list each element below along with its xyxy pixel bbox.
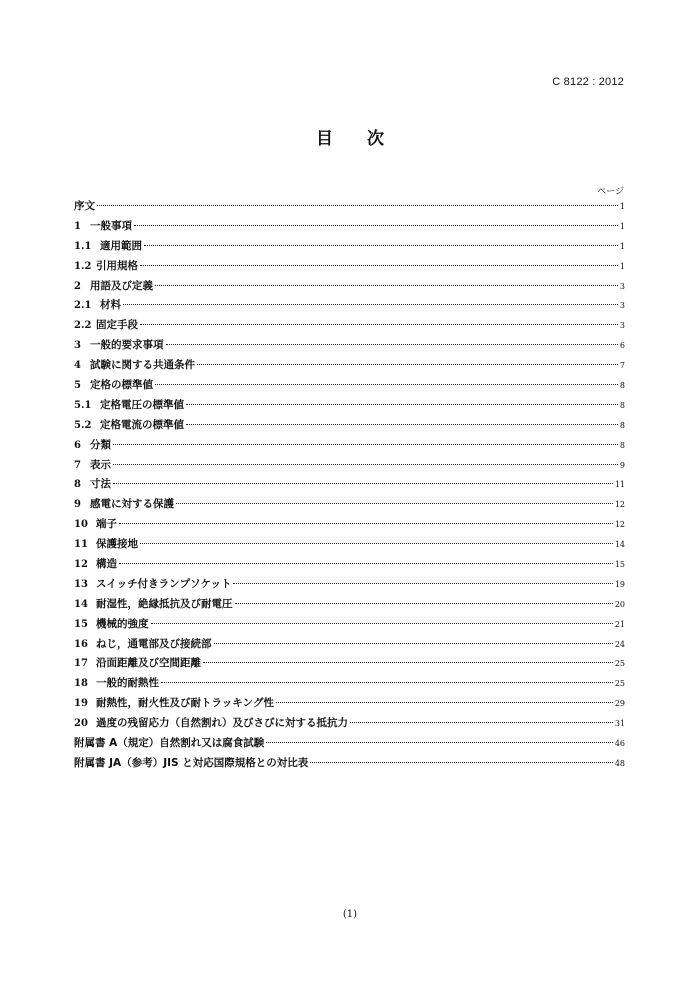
toc-entry-number: 9 <box>74 499 81 511</box>
toc-entry[interactable] <box>74 695 625 715</box>
toc-entry-page: 25 <box>614 659 625 669</box>
dot-leader <box>161 682 613 683</box>
toc-entry[interactable] <box>74 735 625 755</box>
toc-entry-number: 5.2 <box>74 419 92 431</box>
dot-leader <box>186 424 618 425</box>
toc-entry-label: 定格電圧の標準値 <box>100 398 184 411</box>
dot-leader <box>119 523 613 524</box>
dot-leader <box>203 662 613 663</box>
dot-leader <box>97 205 618 206</box>
page-number: (1) <box>342 909 358 920</box>
toc-entry-number: 19 <box>74 698 88 710</box>
toc-entry-page: 19 <box>614 579 625 589</box>
dot-leader <box>186 404 618 405</box>
toc-entry[interactable] <box>74 457 625 477</box>
toc-entry[interactable] <box>74 317 625 337</box>
toc-entry-label: 用語及び定義 <box>90 279 153 292</box>
toc-entry-label: 定格電流の標準値 <box>100 418 184 431</box>
toc-entry-label: 構造 <box>96 558 117 571</box>
toc-entry-page: 9 <box>619 460 625 470</box>
toc-entry-number: 2 <box>74 280 81 292</box>
toc-entry[interactable] <box>74 238 625 258</box>
toc-entry-page: 7 <box>619 361 625 371</box>
toc-entry-label: 保護接地 <box>96 538 138 551</box>
page-column-label: ページ <box>597 187 624 197</box>
toc-entry-label: 感電に対する保護 <box>90 498 174 511</box>
dot-leader <box>140 265 618 266</box>
dot-leader <box>144 245 618 246</box>
toc-entry[interactable] <box>74 476 625 496</box>
toc-entry-number: 16 <box>74 638 88 650</box>
toc-entry-label: 機械的強度 <box>96 617 149 630</box>
toc-entry-number: 1.1 <box>74 240 92 252</box>
toc-entry[interactable] <box>74 596 625 616</box>
toc-entry-page: 48 <box>614 758 625 768</box>
toc-entry[interactable] <box>74 417 625 437</box>
toc-entry-page: 8 <box>619 381 625 391</box>
dot-leader <box>155 384 618 385</box>
toc-entry-label: 端子 <box>96 518 117 531</box>
toc-entry-number: 3 <box>74 340 81 352</box>
toc-entry-page: 24 <box>614 639 625 649</box>
dot-leader <box>276 702 613 703</box>
toc-entry[interactable] <box>74 755 625 775</box>
dot-leader <box>155 285 618 286</box>
toc-entry-label: 序文 <box>74 200 95 212</box>
dot-leader <box>166 344 618 345</box>
toc-entry-label: 耐湿性，絶縁抵抗及び耐電圧 <box>96 597 233 610</box>
toc-entry-page: 1 <box>619 261 625 271</box>
toc-entry[interactable] <box>74 636 625 656</box>
page-title: 目 次 <box>316 129 398 149</box>
toc-entry-page: 1 <box>619 241 625 251</box>
toc-entry-label: 過度の残留応力（自然割れ）及びさびに対する抵抗力 <box>96 717 348 730</box>
toc-entry-page: 20 <box>614 599 625 609</box>
toc-entry-number: 7 <box>74 459 81 471</box>
toc-entry[interactable] <box>74 297 625 317</box>
dot-leader <box>235 603 613 604</box>
toc-entry-number: 5 <box>74 380 81 392</box>
toc-entry-label: 附属書 A（規定）自然割れ又は腐食試験 <box>74 737 265 750</box>
toc-entry[interactable] <box>74 198 625 218</box>
toc-entry-page: 31 <box>614 719 625 729</box>
dot-leader <box>113 464 618 465</box>
toc-entry[interactable] <box>74 258 625 278</box>
dot-leader <box>266 742 613 743</box>
dot-leader <box>140 324 618 325</box>
toc-entry-label: 材料 <box>100 299 121 312</box>
dot-leader <box>119 563 613 564</box>
toc-entry[interactable] <box>74 556 625 576</box>
dot-leader <box>197 364 618 365</box>
toc-entry[interactable] <box>74 357 625 377</box>
toc-entry-page: 3 <box>619 301 625 311</box>
toc-entry-page: 8 <box>619 400 625 410</box>
toc-entry[interactable] <box>74 377 625 397</box>
toc-entry-number: 6 <box>74 439 81 451</box>
toc-entry-page: 12 <box>614 520 625 530</box>
toc-entry-number: 4 <box>74 360 81 372</box>
toc-entry-page: 1 <box>619 221 625 231</box>
dot-leader <box>310 762 613 763</box>
toc-entry-label: 一般的要求事項 <box>90 339 164 352</box>
toc-entry-number: 2.2 <box>74 320 92 332</box>
toc-entry[interactable] <box>74 576 625 596</box>
toc-entry-number: 18 <box>74 678 88 690</box>
toc-entry-page: 3 <box>619 321 625 331</box>
dot-leader <box>123 304 618 305</box>
toc-entry-label: 分類 <box>90 438 111 451</box>
toc-entry[interactable] <box>74 616 625 636</box>
toc-entry-number: 12 <box>74 559 88 571</box>
dot-leader <box>350 722 613 723</box>
toc-entry-page: 1 <box>619 202 625 211</box>
toc-entry-number: 15 <box>74 618 88 630</box>
toc-entry[interactable] <box>74 397 625 417</box>
toc-entry-number: 14 <box>74 598 88 610</box>
toc-entry-page: 3 <box>619 281 625 291</box>
toc-entry[interactable] <box>74 496 625 516</box>
toc-entry-page: 6 <box>619 341 625 351</box>
toc-entry-label: スイッチ付きランプソケット <box>96 577 232 590</box>
toc-entry-number: 11 <box>74 539 88 551</box>
toc-entry-page: 8 <box>619 440 625 450</box>
toc-entry-number: 20 <box>74 718 88 730</box>
toc-entry-label: 一般事項 <box>90 219 132 232</box>
toc-entry-page: 11 <box>614 480 625 490</box>
toc-entry-number: 1 <box>74 220 81 232</box>
toc-entry-label: 耐熱性，耐火性及び耐トラッキング性 <box>96 697 274 710</box>
toc-entry-label: 試験に関する共通条件 <box>90 359 195 372</box>
dot-leader <box>113 444 618 445</box>
toc-entry-label: 引用規格 <box>96 259 138 272</box>
dot-leader <box>113 483 613 484</box>
toc-entry-page: 12 <box>614 500 625 510</box>
toc-entry-number: 13 <box>74 578 88 590</box>
toc-entry-number: 10 <box>74 519 88 531</box>
toc-entry-label: 沿面距離及び空間距離 <box>96 657 201 670</box>
toc-entry-page: 25 <box>614 679 625 689</box>
toc-entry-number: 2.1 <box>74 300 92 312</box>
toc-entry-number: 1.2 <box>74 260 92 272</box>
toc-entry[interactable] <box>74 437 625 457</box>
dot-leader <box>134 225 618 226</box>
toc-entry-label: 寸法 <box>90 478 111 491</box>
toc-entry-label: 附属書 JA（参考）JIS と対応国際規格との対比表 <box>74 756 309 769</box>
dot-leader <box>151 623 613 624</box>
toc-entry[interactable] <box>74 675 625 695</box>
dot-leader <box>214 643 613 644</box>
toc-entry-page: 29 <box>614 699 625 709</box>
toc-entry-label: 一般的耐熱性 <box>96 677 159 690</box>
toc-entry[interactable] <box>74 337 625 357</box>
toc-entry-label: 適用範囲 <box>100 239 142 252</box>
toc-entry[interactable] <box>74 715 625 735</box>
toc-entry[interactable] <box>74 278 625 298</box>
toc-entry-label: ねじ，通電部及び接続部 <box>96 637 212 650</box>
toc-entry-page: 21 <box>614 619 625 629</box>
toc-entry[interactable] <box>74 655 625 675</box>
dot-leader <box>140 543 613 544</box>
toc-entry-number: 8 <box>74 479 81 491</box>
toc-entry-page: 14 <box>614 540 625 550</box>
toc-entry[interactable] <box>74 516 625 536</box>
dot-leader <box>176 503 613 504</box>
table-of-contents <box>74 198 625 775</box>
toc-entry-label: 固定手段 <box>96 319 138 332</box>
toc-entry-page: 15 <box>614 560 625 570</box>
toc-entry[interactable] <box>74 218 625 238</box>
toc-entry-label: 表示 <box>90 458 111 471</box>
toc-entry-page: 8 <box>619 420 625 430</box>
toc-entry-number: 17 <box>74 658 88 670</box>
toc-entry-number: 5.1 <box>74 399 92 411</box>
dot-leader <box>233 583 612 584</box>
document-code: C 8122 : 2012 <box>552 76 624 88</box>
toc-entry-label: 定格の標準値 <box>90 379 153 392</box>
toc-entry-page: 46 <box>614 739 625 749</box>
toc-entry[interactable] <box>74 536 625 556</box>
